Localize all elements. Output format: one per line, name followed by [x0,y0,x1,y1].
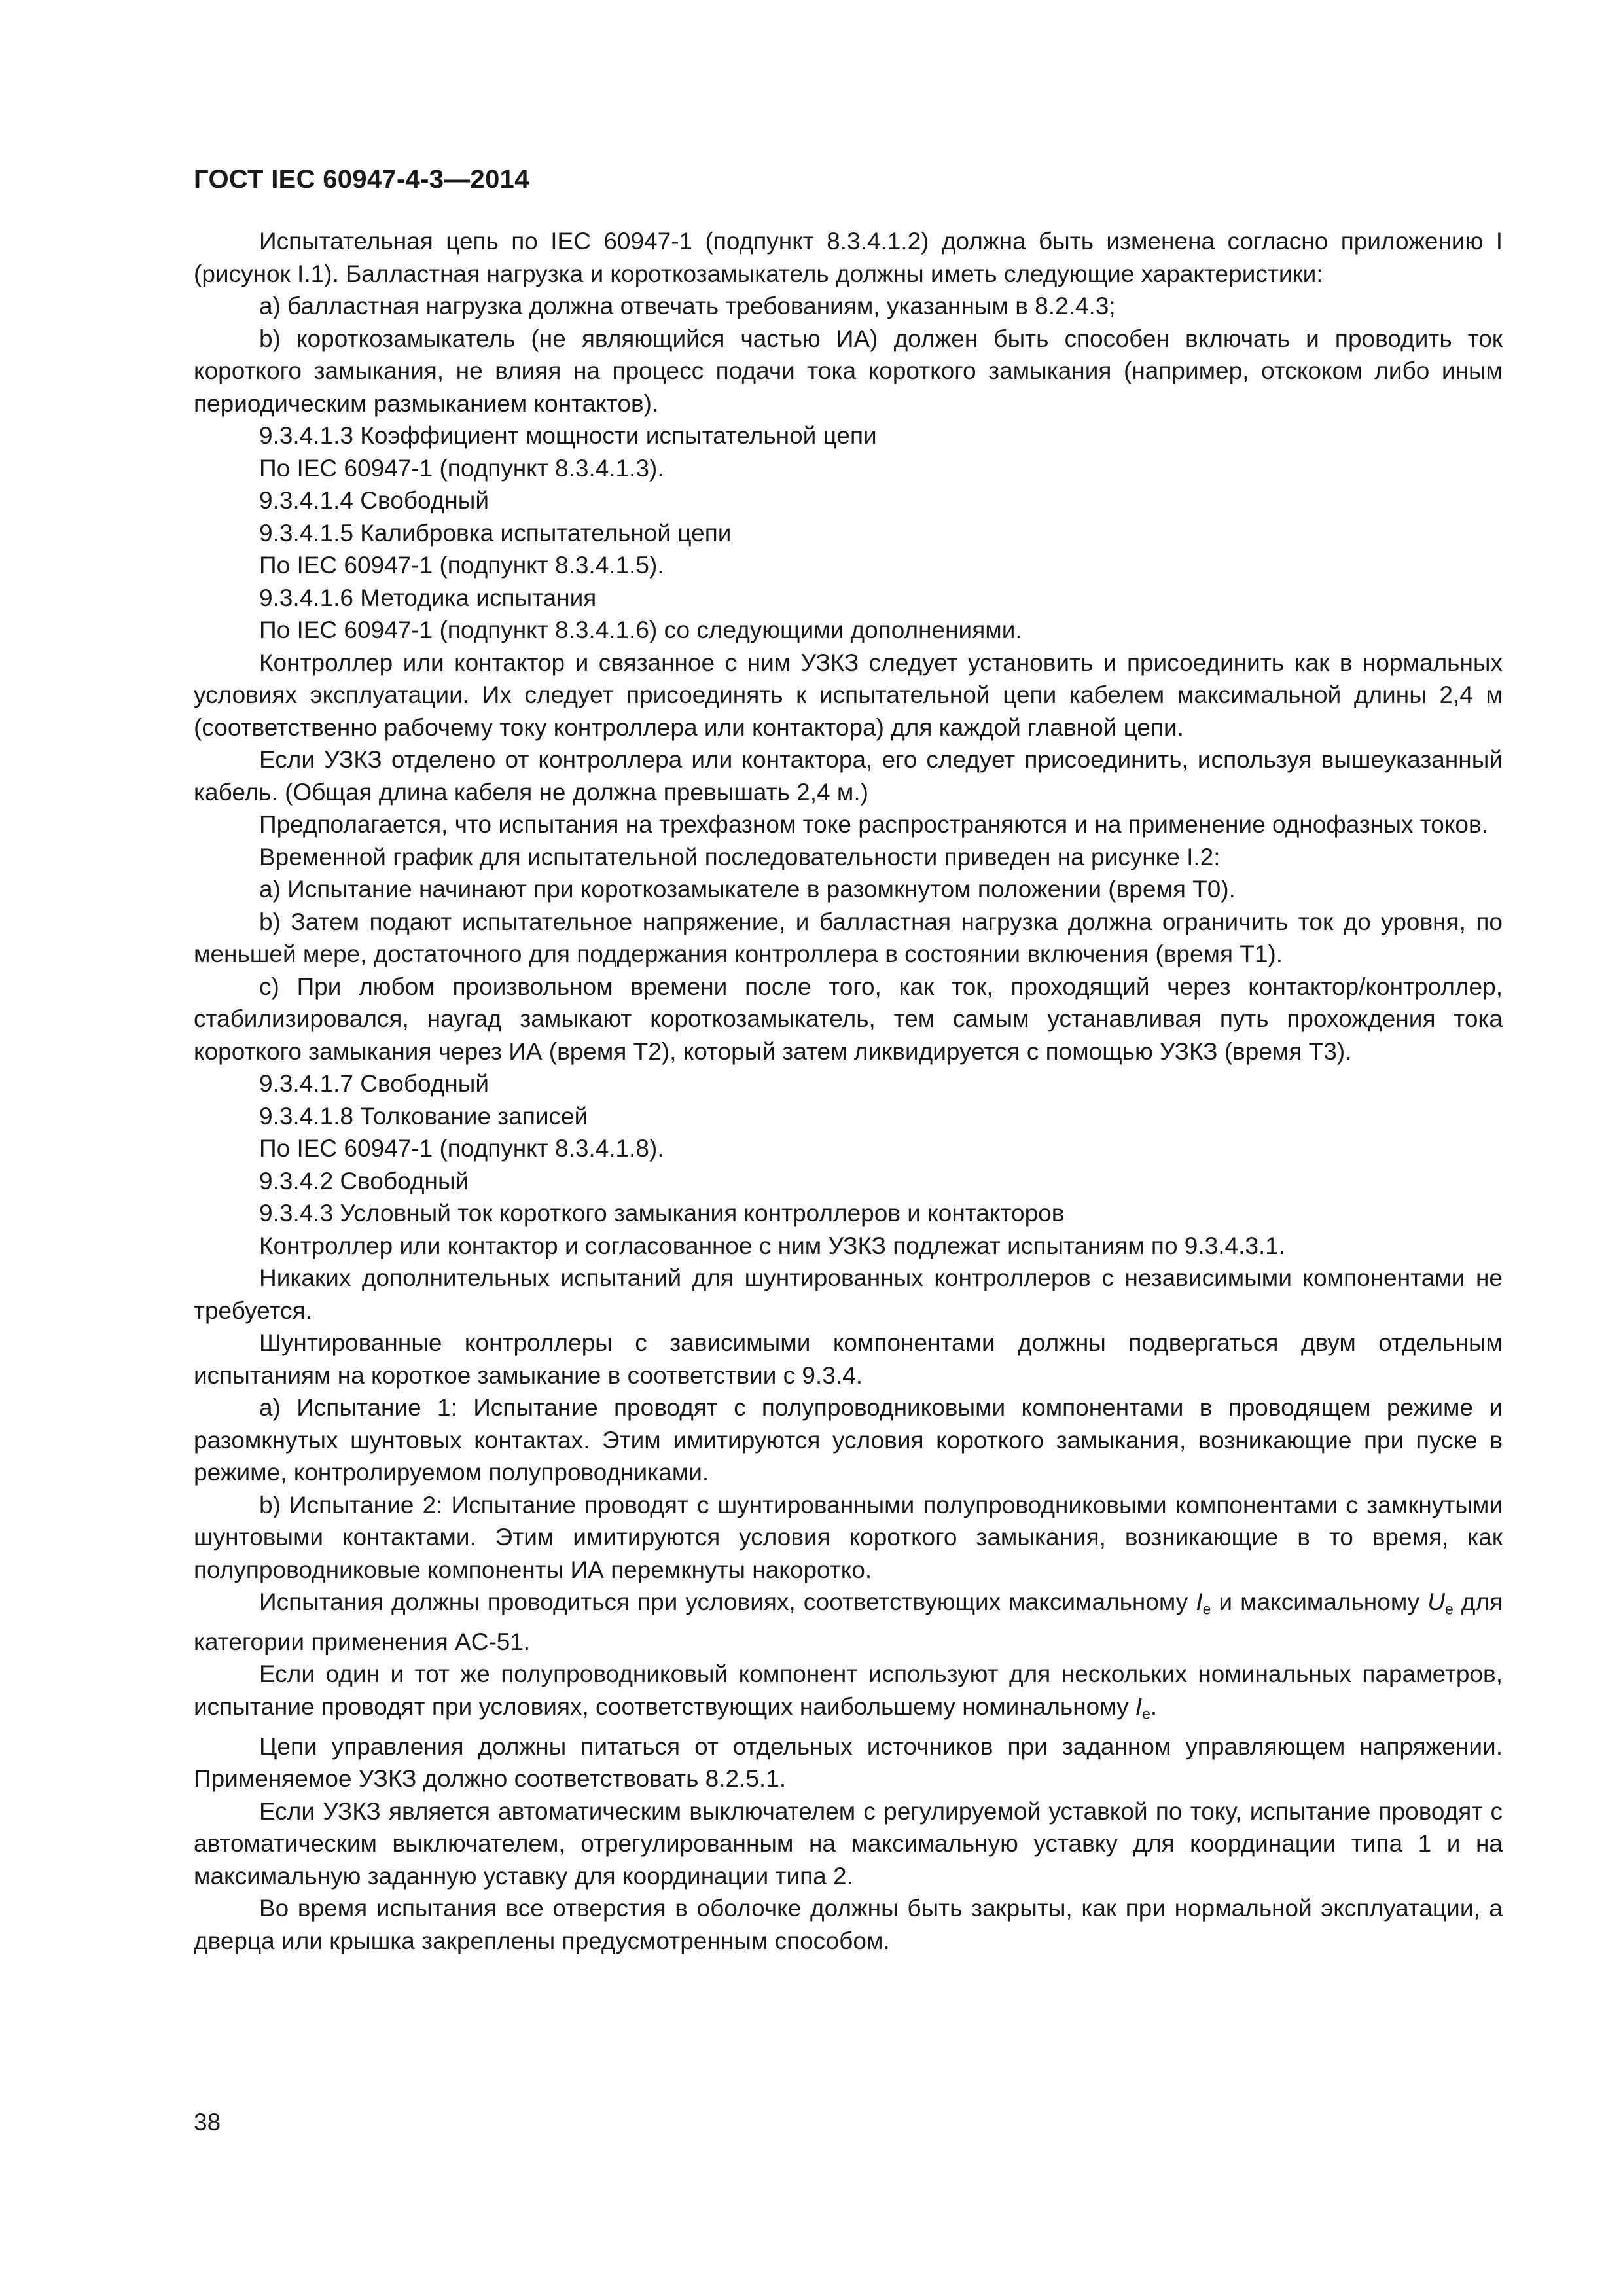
paragraph-conditional-test: Контроллер или контактор и согласованное с ним УЗКЗ подлежат испытаниям по 9.3.4.3.1. [259,1232,1286,1259]
subscript-e: e [1142,1705,1150,1723]
text-run: Если один и тот же полупроводниковый компонент используют для нескольких номинальных параметров, испытание проводят при условиях, соответствующих наибольшему номинальному [194,1660,1503,1720]
paragraph-three-phase: Предполагается, что испытания на трехфазном токе распространяются и на применение однофазных токов. [259,811,1488,838]
clause-heading-9-3-4-3: 9.3.4.3 Условный ток короткого замыкания контроллеров и контакторов [259,1200,1065,1227]
list-item-short-circuiter: b) короткозамыкатель (не являющийся частью ИА) должен быть способен включать и проводить ток короткого замыкания, не влияя на процесс подачи тока короткого замыкания (например, отскоком либо иным периодическим размыканием контактов). [194,325,1503,417]
clause-heading-9-3-4-1-8: 9.3.4.1.8 Толкование записей [259,1102,588,1130]
subscript-e: e [1202,1600,1211,1618]
list-item-test-1: a) Испытание 1: Испытание проводят с полупроводниковыми компонентами в проводящем режиме и разомкнутых шунтовых контактах. Этим имитируются условия короткого замыкания, возникающие при пуске в режиме, контролируемом полупроводниками. [194,1394,1503,1486]
document-body [194,225,1503,1957]
subscript-e: e [1444,1600,1454,1618]
clause-heading-9-3-4-1-7: 9.3.4.1.7 Свободный [259,1070,490,1097]
clause-heading-9-3-4-1-5: 9.3.4.1.5 Калибровка испытательной цепи [259,519,732,547]
text-run: и максимальному [1211,1588,1428,1615]
clause-heading-9-3-4-1-6: 9.3.4.1.6 Методика испытания [259,584,597,611]
page-number: 38 [194,2109,221,2136]
list-item-ballast-load: a) балластная нагрузка должна отвечать требованиям, указанным в 8.2.4.3; [259,293,1116,319]
paragraph-reference: По IEC 60947-1 (подпункт 8.3.4.1.8). [259,1135,664,1162]
paragraph-enclosure: Во время испытания все отверстия в оболочке должны быть закрыты, как при нормальной эксплуатации, а дверца или крышка закреплены предусмотренным способом. [194,1895,1503,1954]
paragraph-reference: По IEC 60947-1 (подпункт 8.3.4.1.6) со следующими дополнениями. [259,617,1022,643]
document-header: ГОСТ IEC 60947-4-3—2014 [194,165,529,194]
variable-u: U [1427,1588,1445,1615]
clause-heading-9-3-4-1-4: 9.3.4.1.4 Свободный [259,487,490,514]
paragraph-reference: По IEC 60947-1 (подпункт 8.3.4.1.3). [259,454,664,482]
text-run: Испытания должны проводиться при условиях, соответствующих максимальному [259,1588,1196,1615]
paragraph-reference: По IEC 60947-1 (подпункт 8.3.4.1.5). [259,552,664,579]
paragraph-control-circuits: Цепи управления должны питаться от отдельных источников при заданном управляющем напряжении. Применяемое УЗКЗ должно соответствовать 8.2.5.1. [194,1732,1503,1793]
text-run: . [1150,1693,1158,1720]
variable-i: I [1196,1588,1203,1615]
list-item-t1: b) Затем подают испытательное напряжение, и балластная нагрузка должна ограничить ток до уровня, по меньшей мере, достаточного для поддержания контроллера в состоянии включения (время T1). [194,908,1503,967]
variable-i: I [1135,1693,1143,1720]
paragraph-mounting: Контроллер или контактор и связанное с ним УЗКЗ следует установить и присоединить как в нормальных условиях эксплуатации. Их следует присоединять к испытательной цепи кабелем максимальной длины 2,4 м (соответственно рабочему току контроллера или контактора) для каждой главной цепи. [194,649,1503,741]
paragraph-circuit-breaker: Если УЗКЗ является автоматическим выключателем с регулируемой уставкой по току, испытание проводят с автоматическим выключателем, отрегулированным на максимальную уставку для координации типа 1 и на максимальную заданную уставку для координации типа 2. [194,1797,1503,1890]
paragraph-test-circuit: Испытательная цепь по IEC 60947-1 (подпункт 8.3.4.1.2) должна быть изменена согласно приложению I (рисунок I.1). Балластная нагрузка и короткозамыкатель должны иметь следующие характеристики: [194,228,1503,287]
paragraph-max-ie-ue [194,1586,1503,1658]
clause-heading-9-3-4-2: 9.3.4.2 Свободный [259,1167,469,1194]
paragraph-independent-components: Никаких дополнительных испытаний для шунтированных контроллеров с независимыми компонентами не требуется. [194,1265,1503,1324]
text-run: для категории применения AC-51. [194,1588,1503,1655]
paragraph-timing-diagram: Временной график для испытательной последовательности приведен на рисунке I.2: [259,843,1221,870]
list-item-test-2: b) Испытание 2: Испытание проводят с шунтированными полупроводниковыми компонентами с замкнутыми шунтовыми контактами. Этим имитируются условия короткого замыкания, возникающие в то время, как полупроводниковые компоненты ИА перемкнуты накоротко. [194,1491,1503,1583]
clause-heading-9-3-4-1-3: 9.3.4.1.3 Коэффициент мощности испытательной цепи [259,422,877,449]
paragraph-dependent-components: Шунтированные контроллеры с зависимыми компонентами должны подвергаться двум отдельным испытаниям на короткое замыкание в соответствии с 9.3.4. [194,1329,1503,1389]
list-item-t0: a) Испытание начинают при короткозамыкателе в разомкнутом положении (время T0). [259,876,1236,903]
paragraph-multiple-ratings [194,1658,1503,1730]
list-item-t2-t3: c) При любом произвольном времени после того, как ток, проходящий через контактор/контроллер, стабилизировался, наугад замыкают короткозамыкатель, тем самым устанавливая путь прохождения тока короткого замыкания через ИА (время T2), который затем ликвидируется с помощью УЗКЗ (время T3). [194,973,1503,1065]
paragraph-scpd-separate: Если УЗКЗ отделено от контроллера или контактора, его следует присоединить, используя вышеуказанный кабель. (Общая длина кабеля не должна превышать 2,4 м.) [194,746,1503,806]
